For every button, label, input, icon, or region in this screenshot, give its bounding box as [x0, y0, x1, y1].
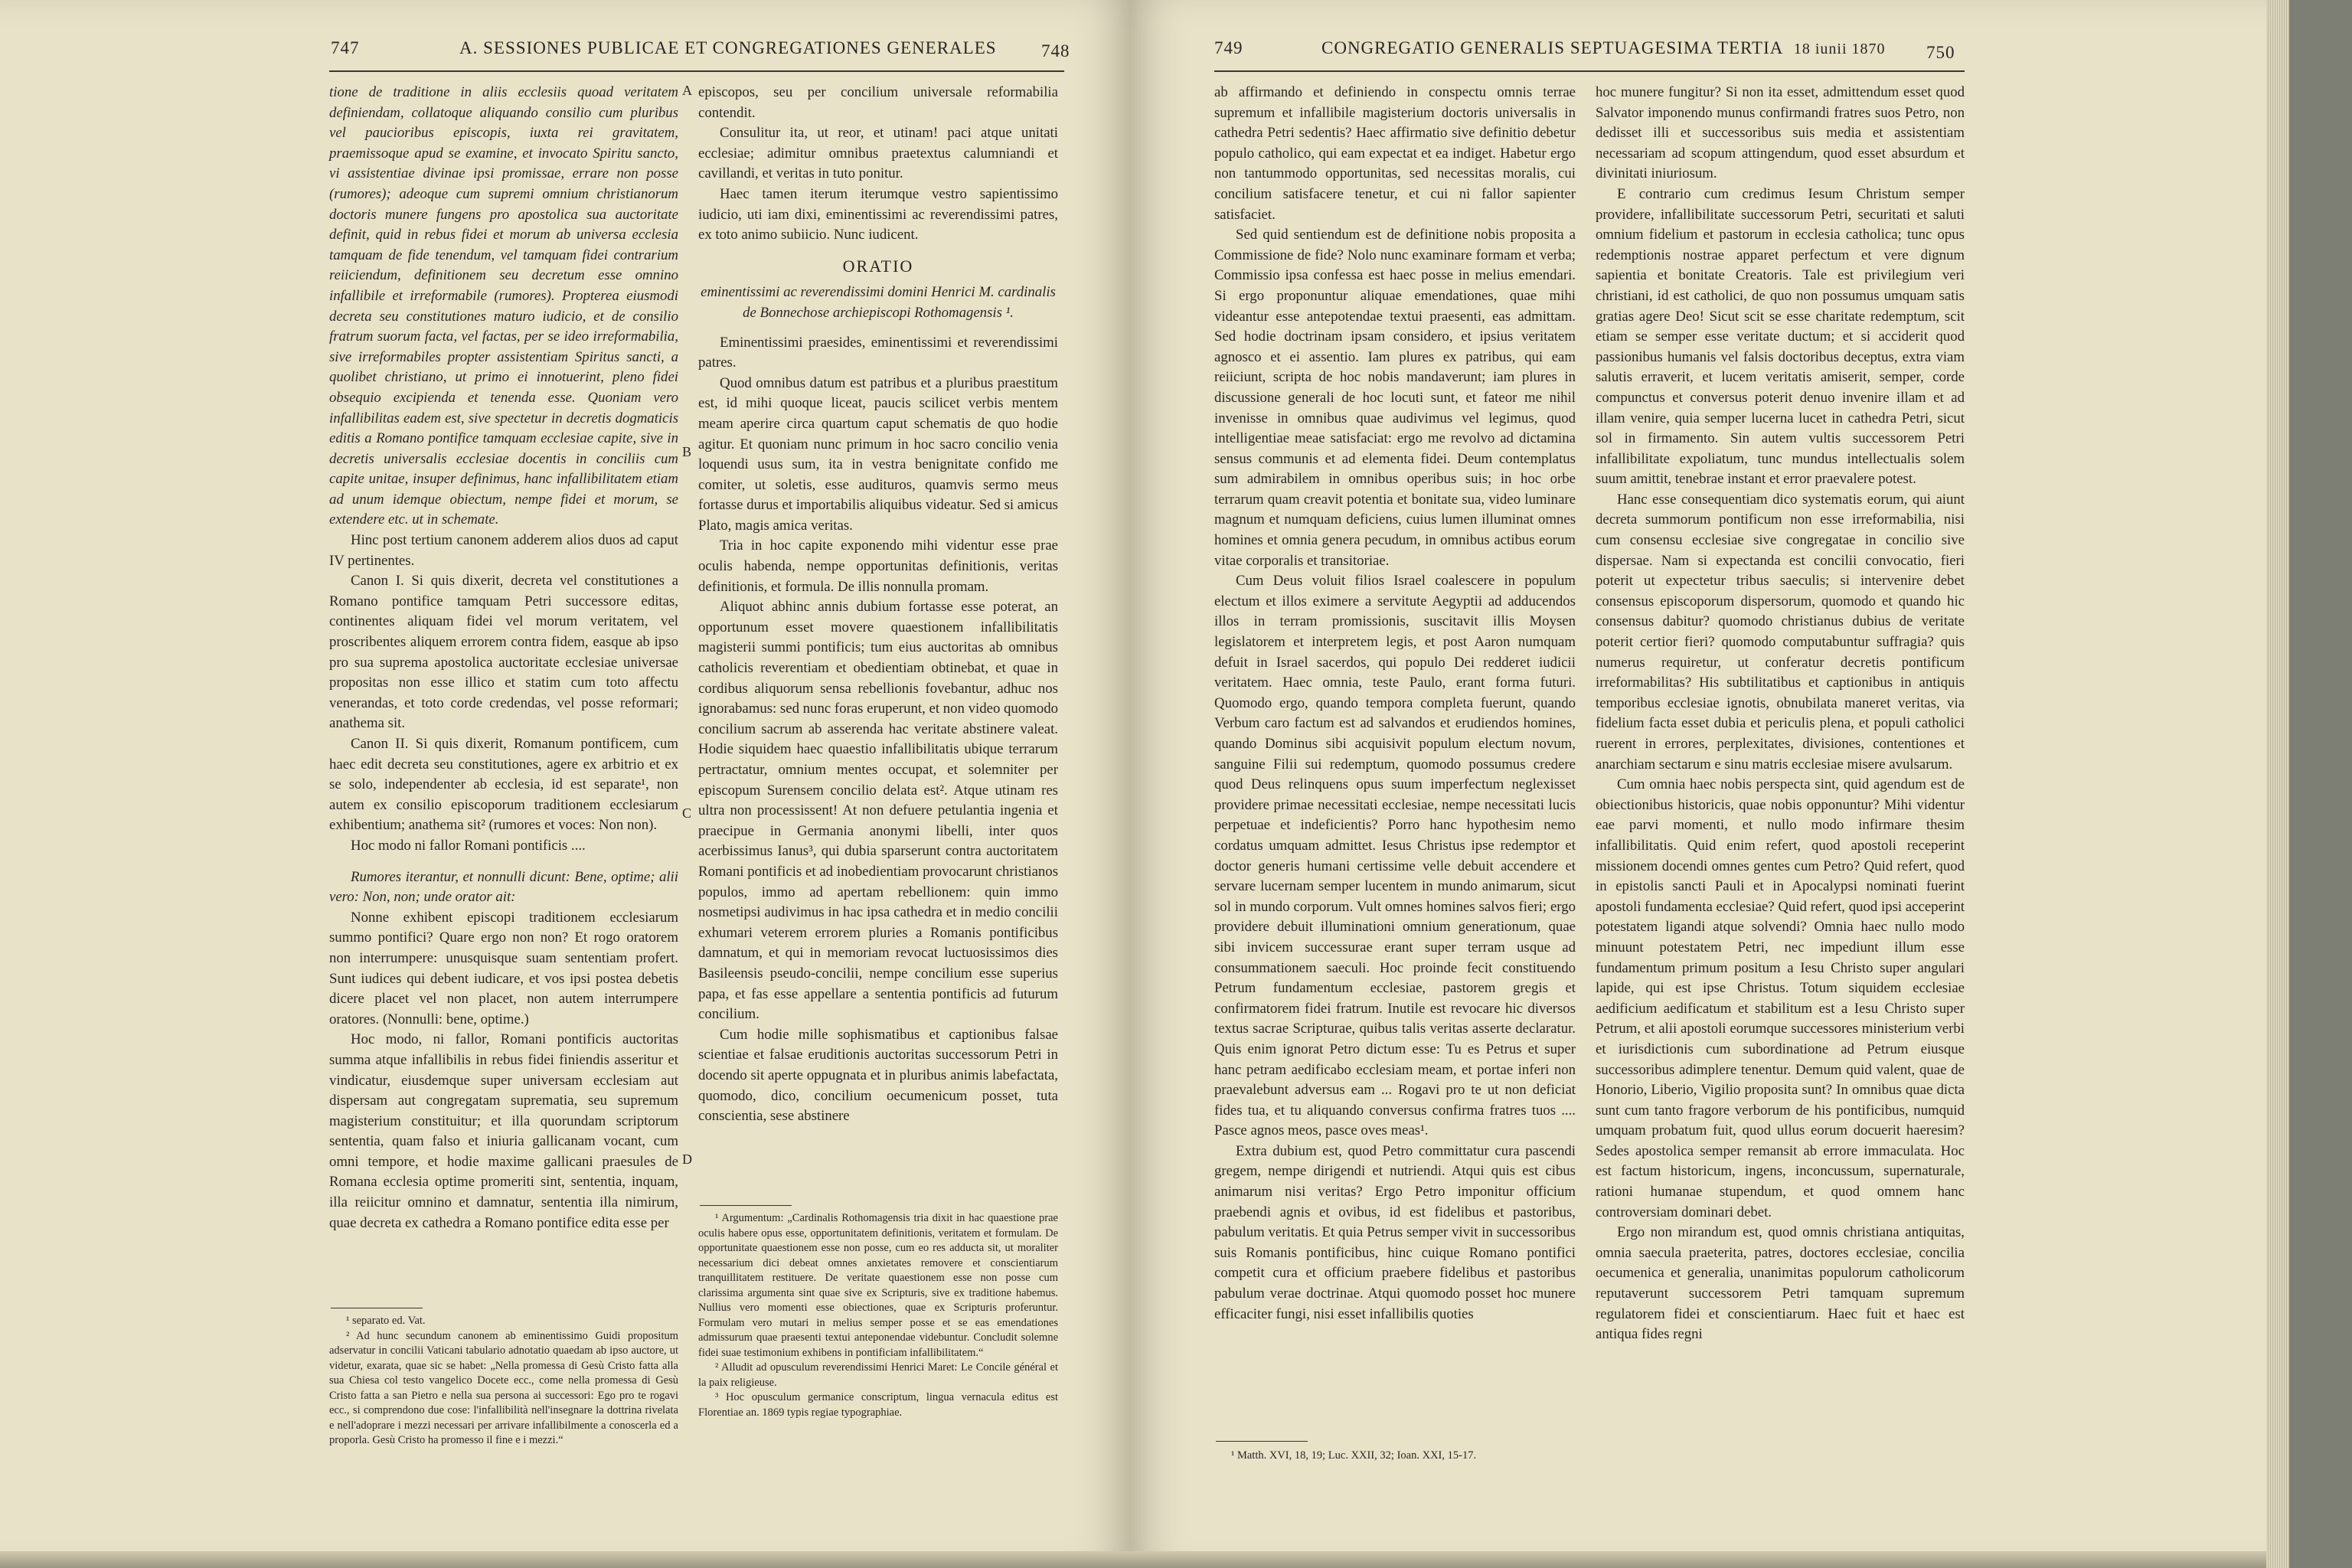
margin-letter-c: C [682, 805, 692, 821]
paragraph: Quod omnibus datum est patribus et a pluribus praestitum est, id mihi quoque liceat, paucis scilicet verbis mentem meam aperire circa quartum caput schematis de quo hodie agitur. Et quoniam nunc primum in hoc sacro concilio venia loquendi usus sum, ita in vestra benignitate confido me comiter, ut soletis, esse audituros, quamvis sermo meus fortasse durus et importabilis aliquibus videatur. Sed si amicus Plato, magis amica veritas. [698, 374, 1058, 534]
paragraph: episcopos, seu per concilium universale reformabilia contendit. [698, 84, 1058, 121]
paragraph: Aliquot abhinc annis dubium fortasse esse poterat, an opportunum esset movere quaestionem infallibilitatis magisterii summi pontificis; tum eius auctoritas ab omnibus catholicis reverentiam et obedientiam obtinebat, et quae in cordibus aliquorum sensa rebellionis fovebantur, adhuc nos ignorabamus: sed nunc foras eruperunt, et non video quomodo concilium sacrum ab asserenda hac veritate abstinere valeat. Hodie siquidem haec quaestio infallibilitatis ubique terrarum pertractatur, omnium mentes occupat, et solemniter per episcopum Surensem concilio delata est². Atque utinam res ultra non processissent! At non defuere petulantia ingenia et praecipue in Germania anonymi libelli, inter quos acerbissimus Ianus³, qui dubia sparserunt contra auctoritatem Romani pontificis et ad inobedientiam provocarunt christianos populos, immo ad apertam rebellionem: quin immo nosmetipsi audivimus in hac ipsa cathedra et in medio concilii exhumari veterem errorem pluries a Romanis pontificibus damnatum, et qui in memoriam revocat luctuosissimos dies Basileensis pseudo-concilii, nempe concilium esse superius papa, et fas esse appellare a sententia pontificis ad futurum concilium. [698, 599, 1058, 1023]
page-number-748: 748 [1041, 41, 1070, 60]
column-747 [329, 83, 678, 1233]
page-bottom-edge [0, 1551, 2289, 1568]
paragraph: Hoc modo, ni fallor, Romani pontificis auctoritas summa atque infallibilis in rebus fidei finiendis asseritur et vindicatur, eiusdemque super universam ecclesiam aut dispersam aut congregatam suprematia, seu supremum magisterium constituitur; et illa quorundam scriptorum sententia, quam falso et iniuria gallicanam vocant, cum omni tempore, et hodie maxime gallicani praesules de Romana ecclesia optime promeriti sint, sententia, inquam, illa reiicitur omnino et damnatur, sententia illa nimirum, quae decreta ex cathedra a Romano pontifice edita esse per [329, 1031, 678, 1231]
paragraph: Extra dubium est, quod Petro committatur cura pascendi gregem, nempe dirigendi et nutriendi. Atqui quis est cibus animarum nisi veritas? Ergo Petro imponitur officium praebendi agnis et ovibus, id est fidelibus et pastoribus, pabulum veritatis. Et quia Petrus semper vivit in successoribus suis Romanis pontificibus, hinc cuique Romano pontifici competit cura et officium praebere fidelibus et pastoribus pabulum verae doctrinae. Atqui quomodo posset hoc munere efficaciter fungi, nisi esset infallibilis quoties [1214, 1142, 1576, 1322]
paragraph: Hinc post tertium canonem adderem alios duos ad caput IV pertinentes. [329, 532, 678, 569]
paragraph: Cum omnia haec nobis perspecta sint, quid agendum est de obiectionibus historicis, quae nobis opponuntur? Mihi videntur eae parvi momenti, et nullo modo infirmare thesim infallibilitatis. Quid enim refert, quod apostoli receperint missionem docendi omnes gentes cum Petro? Quid refert, quod in epistolis sancti Pauli et in Apocalypsi nominati fuerint apostoli fundamenta ecclesiae? Quid refert, quod ipsi acceperint potestatem ligandi atque solvendi? Omnia haec nullo modo minuunt potestatem Petri, nec impediunt illum esse fundamentum primum positum a Iesu Christo super angulari lapide, qui est ipse Christus. Totum siquidem ecclesiae aedificium aedificatum et stabilitum est a Iesu Christo super Petrum, et alii apostoli eorumque successores ministerium verbi et iurisdictionis cum subordinatione ad Petrum eiusque successoribus adimplere tenentur. Demum quid valent, quae de Honorio, Liberio, Vigilio proposita sunt? In omnibus quae dicta sunt cum tanto fragore verborum de his pontificibus, numquid umquam probatum fuit, quod ullus eorum docuerit haeresim? Sedes apostolica semper remansit ab errore immaculata. Hoc est factum historicum, ingens, inconcussum, supernaturale, rationi humanae stupendum, et quod omnem hanc controversiam dominari debet. [1596, 776, 1965, 1220]
right-running-title [1321, 38, 1886, 58]
column-750 [1596, 83, 1965, 1345]
margin-letter-d: D [682, 1152, 692, 1167]
paragraph: Ergo non mirandum est, quod omnis christiana antiquitas, omnia saecula praeterita, patres, doctores ecclesiae, concilia oecumenica et generalia, unanimitas populorum catholicorum reputaverunt successorem Petri tamquam supremum regulatorem fidei et conscientiarum. Haec fuit et haec est antiqua fides regni [1596, 1224, 1965, 1343]
page-number-750: 750 [1926, 43, 1955, 62]
footnote: ¹ separato ed. Vat. [346, 1315, 426, 1327]
paragraph: ab affirmando et definiendo in conspectu omnis terrae supremum et infallibile magisterium doctoris universalis in cathedra Petri sedentis? Haec affirmatio sive definitio debetur populo catholico, qui eam expectat et ea indiget. Habetur ergo non tantummodo opportunitas, sed necessitas moralis, cui concilium satisfacere tenetur, et cui ni fallor sapienter satisfaciet. [1214, 84, 1576, 223]
header-rule [329, 70, 1064, 72]
paragraph: Eminentissimi praesides, eminentissimi et reverendissimi patres. [698, 334, 1058, 371]
page-number-749: 749 [1214, 38, 1243, 57]
paragraph: Rumores iterantur, et nonnulli dicunt: Bene, optime; alii vero: Non, non; unde orator ait: [329, 868, 678, 906]
left-page [0, 0, 1130, 1568]
paragraph: Canon II. Si quis dixerit, Romanum pontificem, cum haec edit decreta seu constitutiones, agere ex arbitrio et ex se solo, independenter ab ecclesia, id est separate¹, non autem ex consilio episcoporum traditionem ecclesiarum exhibentium; anathema sit² (rumores et voces: Non non). [329, 736, 678, 834]
paragraph: Hanc esse consequentiam dico systematis eorum, qui aiunt decreta summorum pontificum non esse irreformabilia, nisi cum consensu ecclesiae sive congregatae in concilio sive dispersae. Nam si expectanda est concilii convocatio, fieri poterit ut expectetur tribus saeculis; si intervenire debet consensus episcoporum dispersorum, quomodo et quando hic consensus dabitur? quomodo christianus dubius de veritate poterit certior fieri? quomodo computabuntur suffragia? quis numerus requiretur, ut conferatur decretis pontificum irreformabilitas? His subtilitatibus et captionibus in antiquis temporibus ecclesiae ignotis, obnubilata maneret veritas, via fidelium facta esset dubia et periculis plena, et populi catholici ruerent in errores, perplexitates, divisiones, contentiones et anarchiam sectarum e sinu matris ecclesiae misere avulsarum. [1596, 491, 1965, 773]
footnote: ² Ad hunc secundum canonem ab eminentissimo Guidi propositum adservatur in concilii Vaticani tabulario adnotatio quaedam ab ipso auctore, ut videtur, exarata, quae sic se habet: „Nella promessa di Gesù Cristo fatta alla sua Chiesa col testo vangelico Docete ecc., come nella promessa di Gesù Cristo fatta a san Pietro e nella sua persona ai successori: Ego pro te rogavi ecc., si comprendono due cose: l'infallibilità nell'insegnare la dottrina rivelata e nell'adoprare i mezzi necessari per arrivare infallibilmente a conoscerla ed a proporla. Gesù Cristo ha promesso il fine e i mezzi.“ [329, 1329, 678, 1446]
paragraph: Canon I. Si quis dixerit, decreta vel constitutiones a Romano pontifice tamquam Petri successore editas, continentes aliquam fidei vel morum veritatem, vel proscribentes aliquem errorem contra fidem, easque ab ipso pro sua suprema apostolica auctoritate ecclesiae universae propositas non esse illico et statim cum toto affectu venerandas, et toto corde credendas, vel posse reformari; anathema sit. [329, 573, 678, 732]
margin-letter-a: A [682, 83, 692, 98]
paragraph: tione de traditione in aliis ecclesiis quoad veritatem definiendam, collatoque aliquando consilio cum pluribus vel paucioribus episcopis, iuxta rei gravitatem, praemissoque apud se examine, et invocato Spiritu sancto, vi assistentiae divinae ipsi promissae, errare non posse (rumores); adeoque cum supremi omnium christianorum doctoris munere fungens pro apostolica sua auctoritate definit, quid in rebus fidei et morum ab universa ecclesia tamquam de fide tenendum, vel tamquam fidei contrarium reiiciendum, definitionem seu decretum esse omnino infallibile et irreformabile (rumores). Propterea eiusmodi decreta seu constitutiones maturo iudicio, et de consilio fratrum suorum facta, vel factas, per se ideo irreformabilia, sive irreformabiles propter assistentiam Spiritus sancti, a quolibet christiano, ut primo ei innotuerint, pleno fidei obsequio excipienda et tenenda esse. Quoniam vero infallibilitas eadem est, sive spectetur in decretis dogmaticis editis a Romano pontifice tamquam ecclesiae capite, sive in decretis universalis ecclesiae docentis in conciliis cum capite unitae, insuper definimus, hanc infallibilitatem etiam ad unum idemque obiectum, nempe fidei et morum, se extendere etc. ut in schemate. [329, 84, 678, 528]
header-rule [1214, 70, 1965, 72]
right-page [1130, 0, 2289, 1568]
footnote-rule [1216, 1441, 1308, 1442]
paragraph: Tria in hoc capite exponendo mihi videntur esse prae oculis habenda, nempe opportunitas definitionis, veritas definitionis, et formula. De illis nonnulla promam. [698, 537, 1058, 595]
left-running-head [0, 38, 1130, 69]
paragraph: Hoc modo ni fallor Romani pontificis .... [351, 837, 586, 854]
footnote: ² Alludit ad opusculum reverendissimi Henrici Maret: Le Concile général et la paix religieuse. [698, 1361, 1058, 1389]
footnote: ¹ Argumentum: „Cardinalis Rothomagensis tria dixit in hac quaestione prae oculis habere opus esse, opportunitatem definitionis, veritatem et formulam. De opportunitate quaestionem esse non posse, cum eo res adducta sit, ut moraliter necessarium dici debeat omnes anxietates removere et conscientiarum tranquillitatem restituere. De veritate quaestionem esse non posse cum clarissima argumenta sint quae sive ex Scripturis, sive ex traditione habemus. Nullius vero momenti esse obiectiones, quae ex Scripturis proferuntur. Formulam vero mutari in melius semper posse et se eas emendationes admissurum quae praesenti textui anteponendae videbuntur. Concludit solemne fidei suae testimonium exhibens in pontificiam infallibilitatem.“ [698, 1212, 1058, 1359]
column-748 [698, 83, 1058, 1127]
footnotes-749 [1214, 1449, 1576, 1464]
footnote-rule [700, 1205, 792, 1206]
paragraph: Cum Deus voluit filios Israel coalescere in populum electum et illos eximere a servitute Aegyptii ad adducendos illos in terram promissionis, suscitavit illis Moysen legislatorem et interpretem legis, et post Aaron numquam defuit in Israel sacerdos, qui populo Dei redderet iudicii veritatem. Haec omnia, teste Paulo, erant forma futuri. Quomodo ergo, quando tempora completa fuerunt, quando Verbum caro factum est ad salvandos et erudiendos homines, quando Dominus sibi acquisivit populum electum novum, sanguine Filii sui redemptum, quomodo possumus credere quod Deus relinquens opus suum imperfectum neglexisset providere primae necessitati ecclesiae, nempe necessitati lucis perpetuae et indeficientis? Porro hanc hypothesim nemo cordatus umquam admittet. Iesus Christus ipse redemptor et doctor generis humani certissime velle debuit accendere et servare lucernam semper lucentem in mundo animarum, sicut sol in mundo corporum. Vult omnes homines salvos fieri; ergo providere debuit illuminationi omnium generationum, quae sibi invicem successurae erant super terram usque ad consummationem saeculi. Hoc proinde fecit constituendo Petrum fundamentum ecclesiae, pastorem gregis et confirmatorem fidei fratrum. Inutile est revocare hic diversos textus sacrae Scripturae, quibus talis veritas asserte declaratur. Quis enim ignorat Petro dictum esse: Tu es Petrus et super hanc petram aedificabo ecclesiam meam, et portae inferi non praevalebunt adversus eam ... Rogavi pro te ut non deficiat fides tua, et tu aliquando conversus confirma fratres tuos .... Pasce agnos meos, pasce oves meas¹. [1214, 573, 1576, 1139]
page-edge-stack [2266, 0, 2289, 1568]
paragraph: Haec tamen iterum iterumque vestro sapientissimo iudicio, uti iam dixi, eminentissimi ac reverendissimi patres, ex toto animo subiicio. Nunc iudicent. [698, 185, 1058, 243]
left-running-title: A. SESSIONES PUBLICAE ET CONGREGATIONES GENERALES [459, 38, 997, 57]
paragraph: hoc munere fungitur? Si non ita esset, admittendum esset quod Salvator imponendo munus confirmandi fratres suos Petro, non dedisset illi et successoribus suis media et assistentiam necessariam ad scopum attingendum, quod esset absurdum et divinitati iniuriosum. [1596, 84, 1965, 182]
oratio-heading: ORATIO [842, 256, 914, 276]
column-749 [1214, 83, 1576, 1325]
paragraph: Sed quid sentiendum est de definitione nobis proposita a Commissione de fide? Nolo nunc examinare formam et verba; Commissio ipsa confessa est haec posse in melius emendari. Si ergo proponuntur aliquae emendationes, quae mihi videantur esse antepotendae textui praesenti, eas admittam. Sed hodie doctrinam ipsam considero, et ipsius veritatem agnosco et ei assentio. Iam plures ex patribus, qui eam reiiciunt, scripta de hoc nobis mandaverunt; iam plures in discussione generali de hoc locuti sunt, et fateor me nihil invenisse in omnibus quae audivimus vel legimus, quod intelligentiae meae satisfaciat: ergo me revolvo ad dictamina sensus communis et ad elementa fidei. Deum contemplatus sum admirabilem in omnibus operibus suis; in hoc orbe terrarum quam creavit potentia et bonitate sua, video luminare magnum et numquam deficiens, cuius lumen illuminat omnes homines et omnia genera pecudum, in omnibus actibus eorum vitae corporalis et transitoriae. [1214, 227, 1576, 569]
right-running-head [1130, 38, 2289, 69]
margin-letter-b: B [682, 444, 692, 459]
right-running-title-text: CONGREGATIO GENERALIS SEPTUAGESIMA TERTIA [1321, 38, 1783, 57]
paragraph: Consulitur ita, ut reor, et utinam! paci atque unitati ecclesiae; adimitur omnibus praetextus calumniandi et cavillandi, et veritas in tuto ponitur. [698, 125, 1058, 182]
footnotes-748 [698, 1211, 1058, 1420]
footnote: ³ Hoc opusculum germanice conscriptum, lingua vernacula editus est Florentiae an. 1869 typis regiae typographiae. [698, 1391, 1058, 1419]
footnote: ¹ Matth. XVI, 18, 19; Luc. XXII, 32; Ioan. XXI, 15-17. [1231, 1449, 1477, 1462]
paragraph: Cum hodie mille sophismatibus et captionibus falsae scientiae et falsae eruditionis auctoritas successorum Petri in docendo sit aperte oppugnata et in pluribus animis labefactata, quomodo, dico, concilium oecumenicum posset, tuta conscientia, sese abstinere [698, 1026, 1058, 1125]
page-number-747: 747 [331, 38, 360, 57]
paragraph: Nonne exhibent episcopi traditionem ecclesiarum summo pontifici? Quare ergo non non? Et rogo oratorem non interrumpere: unusquisque suam sententiam profert. Sunt iudices qui debent iudicare, et vos ipsi postea debetis dicere placet vel non placet, non autem interrumpere oratores. (Nonnulli: bene, optime.) [329, 909, 678, 1027]
oratio-subheading: eminentissimi ac reverendissimi domini Henrici M. cardinalis de Bonnechose archiepiscopi Rothomagensis ¹. [701, 284, 1056, 321]
paragraph: E contrario cum credimus Iesum Christum semper providere, infallibilitate successorum Petri, securitati et saluti omnium fidelium et pastorum in ecclesia catholica; tunc opus redemptionis nostrae apparet perfectum et vere dignum sapientia et bonitate Creatoris. Tale est privilegium veri christiani, id est catholici, de quo non possumus umquam satis gratias agere Deo! Sicut scit se esse charitate redemptum, scit etiam se semper esse veritate ductum; et si acciderit quod passionibus humanis vel falsis doctoribus deceptus, extra viam salutis erraverit, et lucem veritatis amiserit, semper, corde compunctus et conversus poterit denuo invenire illam et ad illam venire, quia semper lucerna lucet in cathedra Petri, sicut sol in firmamento. Sin autem vultis successorem Petri infallibilitate expoliatum, tunc mundus intellectualis solem suum amittit, tenebrae instant et error praevalere potest. [1596, 185, 1965, 488]
footnotes-747 [329, 1314, 678, 1449]
running-head-date: 18 iunii 1870 [1793, 41, 1886, 57]
